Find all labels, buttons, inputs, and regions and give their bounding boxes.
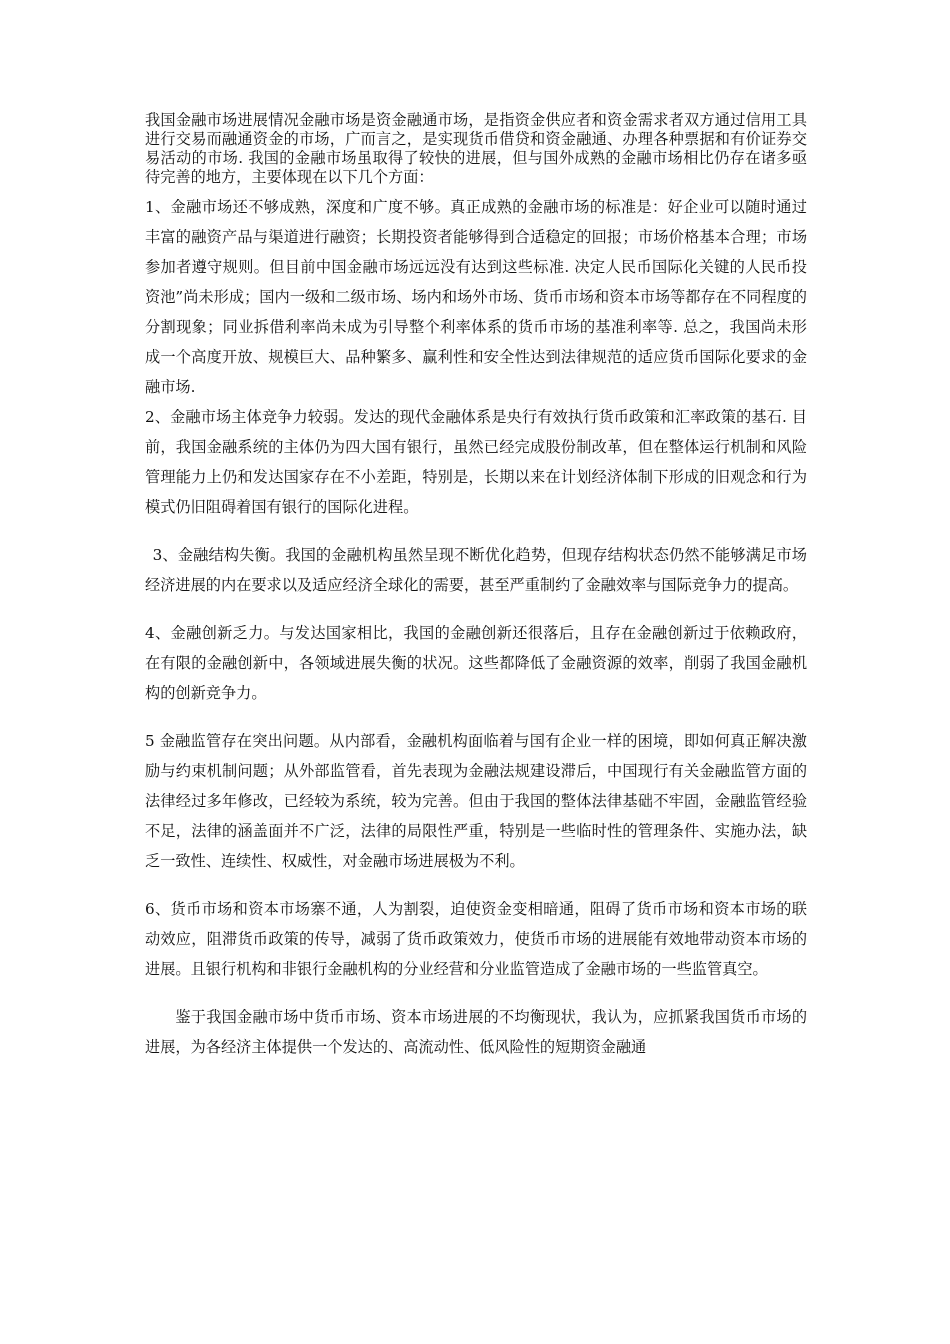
- paragraph-point-5: 5 金融监管存在突出问题。从内部看，金融机构面临着与国有企业一样的困境，即如何真正解决激励与约束机制问题；从外部监管看，首先表现为金融法规建设滞后，中国现行有关金融监管方面的法律经过多年修改，已经较为系统，较为完善。但由于我国的整体法律基础不牢固，金融监管经验不足，法律的涵盖面并不广泛，法律的局限性严重，特别是一些临时性的管理条件、实施办法，缺乏一致性、连续性、权威性，对金融市场进展极为不利。: [145, 732, 807, 870]
- document-page: [145, 111, 807, 1062]
- paragraph-point-1: 1、金融市场还不够成熟，深度和广度不够。真正成熟的金融市场的标准是：好企业可以随时通过丰富的融资产品与渠道进行融资；长期投资者能够得到合适稳定的回报；市场价格基本合理；市场参加者遵守规则。但目前中国金融市场远远没有达到这些标准. 决定人民币国际化关键的人民币投资池”尚未形成；国内一级和二级市场、场内和场外市场、货币市场和资本市场等都存在不同程度的分割现象；同业拆借利率尚未成为引导整个利率体系的货币市场的基准利率等. 总之，我国尚未形成一个高度开放、规模巨大、品种繁多、赢利性和安全性达到法律规范的适应货币国际化要求的金融市场.: [145, 198, 807, 396]
- paragraph-point-3: 3、金融结构失衡。我国的金融机构虽然呈现不断优化趋势，但现存结构状态仍然不能够满足市场经济进展的内在要求以及适应经济全球化的需要，甚至严重制约了金融效率与国际竞争力的提高。: [145, 546, 807, 594]
- paragraph-point-6: 6、货币市场和资本市场寨不通，人为割裂，迫使资金变相暗通，阻碍了货币市场和资本市场的联动效应，阻滞货币政策的传导，减弱了货币政策效力，使货币市场的进展能有效地带动资本市场的进展。且银行机构和非银行金融机构的分业经营和分业监管造成了金融市场的一些监管真空。: [145, 900, 807, 978]
- paragraph-conclusion: 鉴于我国金融市场中货币市场、资本市场进展的不均衡现状，我认为，应抓紧我国货币市场的进展，为各经济主体提供一个发达的、高流动性、低风险性的短期资金融通: [145, 1008, 807, 1056]
- paragraph-point-4: 4、金融创新乏力。与发达国家相比，我国的金融创新还很落后，且存在金融创新过于依赖政府，在有限的金融创新中，各领域进展失衡的状况。这些都降低了金融资源的效率，削弱了我国金融机构的创新竞争力。: [145, 624, 807, 702]
- paragraph-point-2: 2、金融市场主体竞争力较弱。发达的现代金融体系是央行有效执行货币政策和汇率政策的基石. 目前，我国金融系统的主体仍为四大国有银行，虽然已经完成股份制改革，但在整体运行机制和风险管理能力上仍和发达国家存在不小差距，特别是，长期以来在计划经济体制下形成的旧观念和行为模式仍旧阻碍着国有银行的国际化进程。: [145, 408, 807, 516]
- paragraph-intro: 我国金融市场进展情况金融市场是资金融通市场，是指资金供应者和资金需求者双方通过信用工具进行交易而融通资金的市场，广而言之，是实现货币借贷和资金融通、办理各种票据和有价证券交易活动的市场. 我国的金融市场虽取得了较快的进展，但与国外成熟的金融市场相比仍存在诸多亟待完善的地方，主要体现在以下几个方面：: [145, 111, 807, 186]
